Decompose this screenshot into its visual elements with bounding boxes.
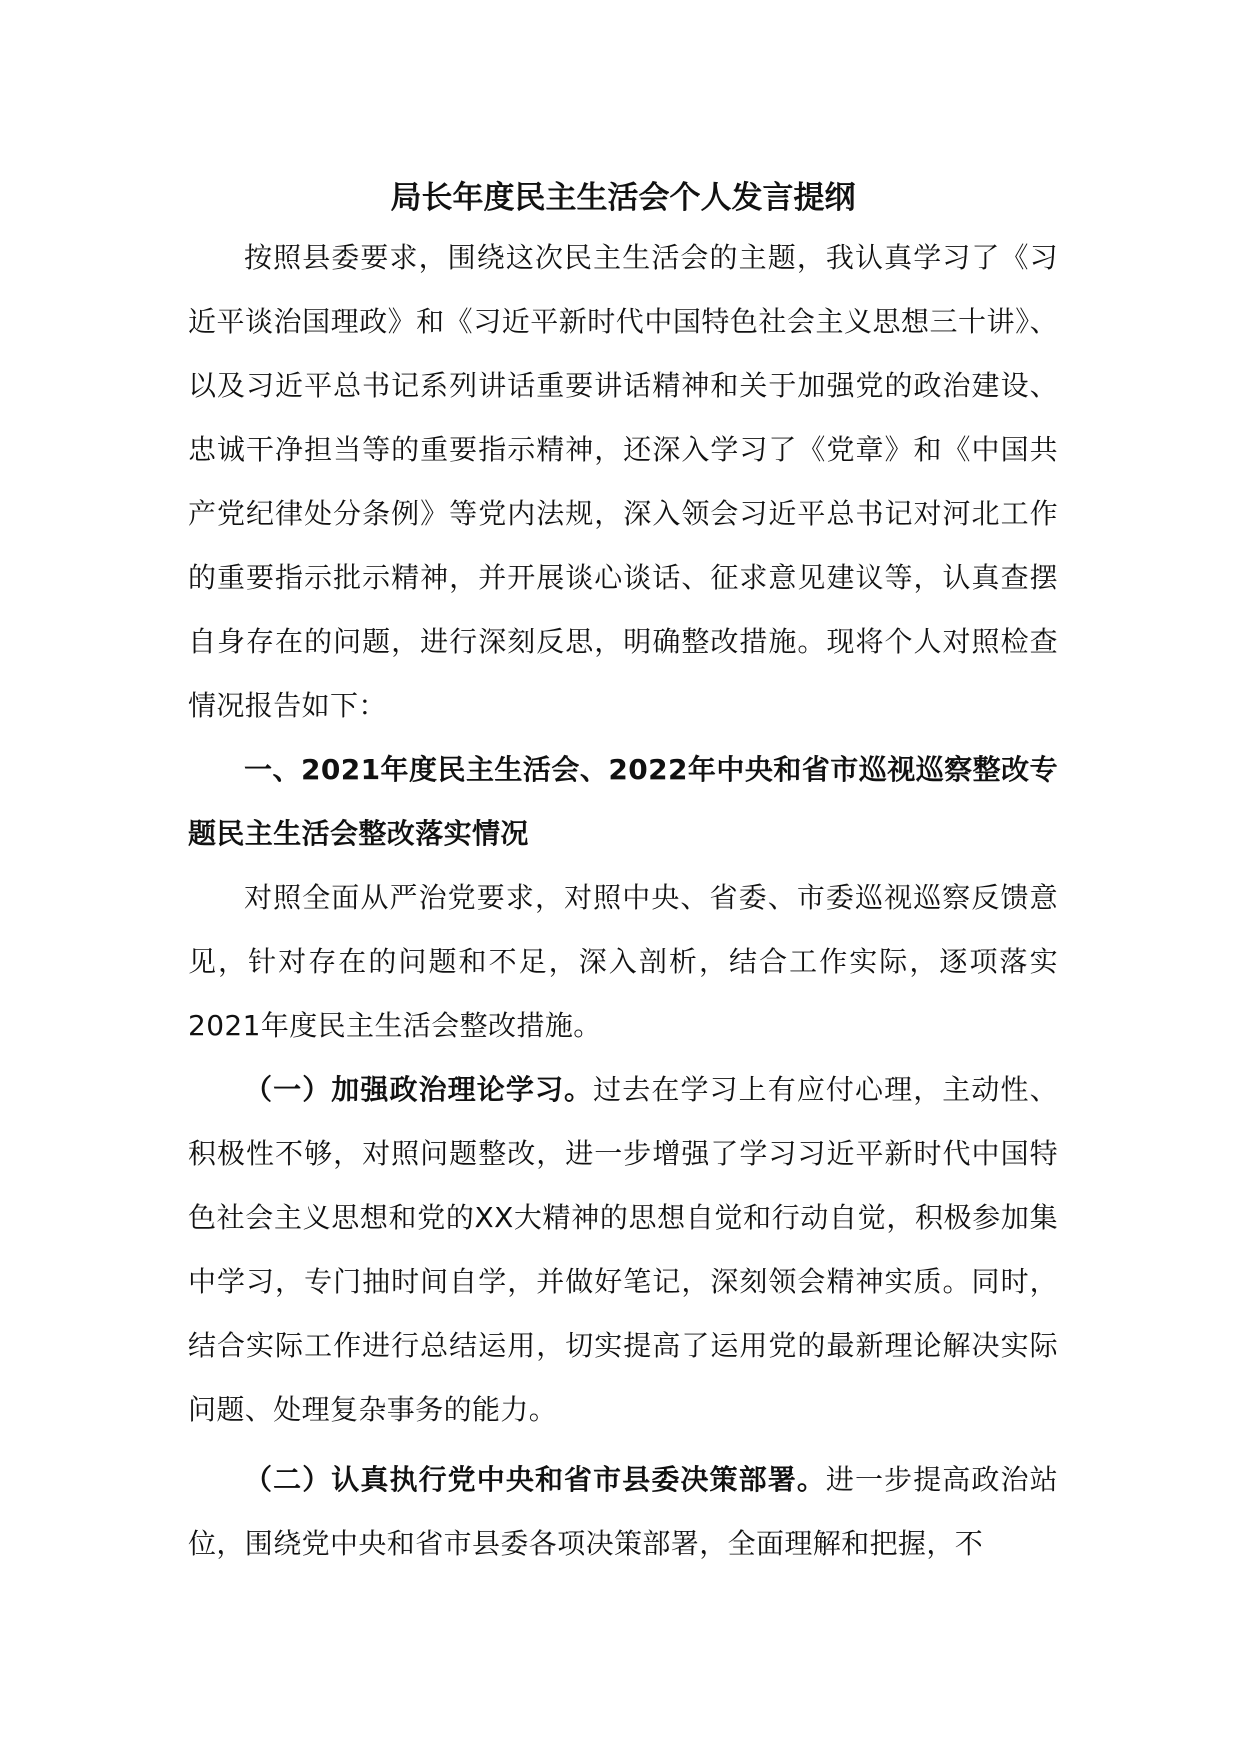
- item-2-body: 进一步提高政治站位，围绕党中央和省市县委各项决策部署，全面理解和把握，不: [188, 1463, 1058, 1560]
- document-body: [188, 176, 1058, 1576]
- section-1-heading: 一、2021年度民主生活会、2022年中央和省市巡视巡察整改专题民主生活会整改落实情况: [188, 753, 1058, 850]
- intro-paragraph: 按照县委要求，围绕这次民主生活会的主题，我认真学习了《习近平谈治国理政》和《习近平新时代中国特色社会主义思想三十讲》、以及习近平总书记系列讲话重要讲话精神和关于加强党的政治建设、忠诚干净担当等的重要指示精神，还深入学习了《党章》和《中国共产党纪律处分条例》等党内法规，深入领会习近平总书记对河北工作的重要指示批示精神，并开展谈心谈话、征求意见建议等，认真查摆自身存在的问题，进行深刻反思，明确整改措施。现将个人对照检查情况报告如下：: [188, 241, 1058, 722]
- item-2-paragraph: [188, 1448, 1058, 1576]
- section-1-paragraph: 对照全面从严治党要求，对照中央、省委、市委巡视巡察反馈意见，针对存在的问题和不足，深入剖析，结合工作实际，逐项落实2021年度民主生活会整改措施。: [188, 881, 1058, 1042]
- item-1-body: 过去在学习上有应付心理，主动性、积极性不够，对照问题整改，进一步增强了学习习近平新时代中国特色社会主义思想和党的XX大精神的思想自觉和行动自觉，积极参加集中学习，专门抽时间自学，并做好笔记，深刻领会精神实质。同时，结合实际工作进行总结运用，切实提高了运用党的最新理论解决实际问题、处理复杂事务的能力。: [188, 1073, 1058, 1426]
- item-1-paragraph: [188, 1058, 1058, 1442]
- item-2-heading: （二）认真执行党中央和省市县委决策部署。: [244, 1463, 826, 1496]
- item-1-heading: （一）加强政治理论学习。: [244, 1073, 594, 1106]
- document-title: 局长年度民主生活会个人发言提纲: [390, 180, 856, 216]
